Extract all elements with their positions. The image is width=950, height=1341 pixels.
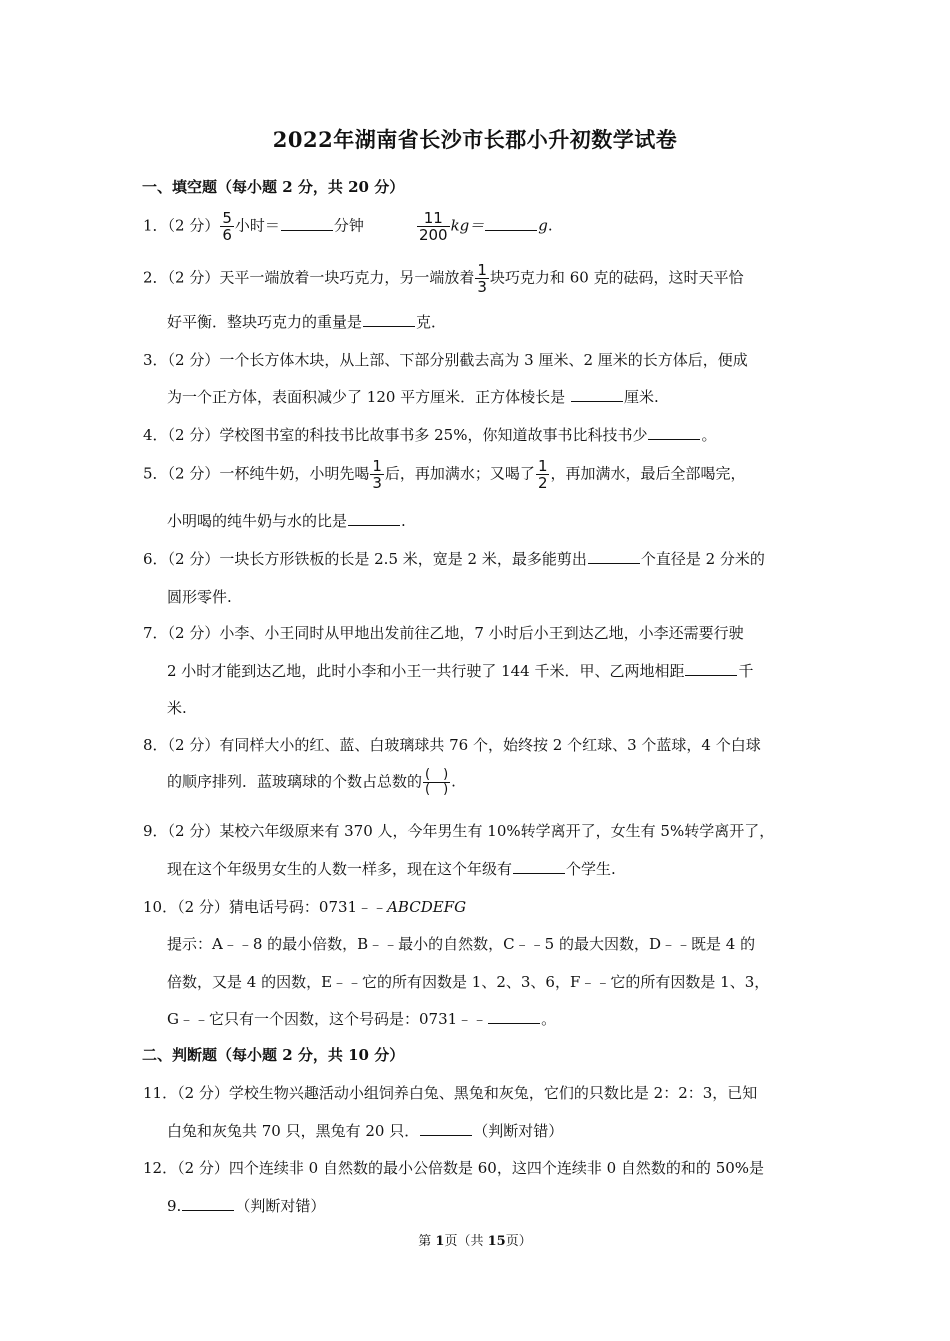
page-title: 2022年湖南省长沙市长郡小升初数学试卷: [272, 127, 678, 152]
question-12-cont: 9. （判断对错）: [167, 1197, 326, 1215]
answer-blank[interactable]: [281, 216, 333, 231]
question-10-hint-2: 倍数，又是 4 的因数，E﹣﹣它的所有因数是 1、2、3、6，F﹣﹣它的所有因数是 1、3，: [167, 973, 770, 991]
answer-blank[interactable]: [348, 511, 400, 526]
question-4: 4．（2 分）学校图书室的科技书比故事书多 25%，你知道故事书比科技书少 。: [143, 426, 717, 444]
question-9: 9．（2 分）某校六年级原来有 370 人，今年男生有 10%转学离开了，女生有 5%转学离开了，: [143, 822, 775, 840]
question-8: 8．（2 分）有同样大小的红、蓝、白玻璃球共 76 个，始终按 2 个红球、3 个蓝球，4 个白球: [143, 736, 761, 754]
section-judgement-heading: 二、判断题（每小题 2 分，共 10 分）: [142, 1046, 405, 1064]
answer-blank[interactable]: [513, 859, 565, 874]
question-7-cont: 2 小时才能到达乙地，此时小李和小王一共行驶了 144 千米．甲、乙两地相距 千: [167, 662, 754, 680]
fraction-blank[interactable]: $\frac{( )}{( )}$: [425, 767, 449, 797]
page-total: 15: [487, 1234, 506, 1249]
answer-blank[interactable]: [363, 312, 415, 327]
question-3: 3．（2 分）一个长方体木块，从上部、下部分别截去高为 3 厘米、2 厘米的长方体后，便成: [143, 351, 748, 369]
answer-blank[interactable]: [182, 1196, 234, 1211]
answer-blank[interactable]: [420, 1121, 472, 1136]
section-fill-blank-heading: 一、填空题（每小题 2 分，共 20 分）: [142, 178, 405, 196]
question-10: 10．（2 分）猜电话号码：0731﹣﹣ABCDEFG: [143, 898, 467, 916]
fraction-1-2: $\frac{1}{2}$: [537, 457, 548, 492]
question-7-cont2: 米.: [167, 699, 187, 717]
question-6-cont: 圆形零件.: [167, 588, 232, 606]
question-10-hint-3: G﹣﹣它只有一个因数，这个号码是：0731﹣﹣ 。: [167, 1010, 557, 1028]
fraction-1-3: $\frac{1}{3}$: [477, 261, 487, 296]
answer-blank[interactable]: [485, 216, 537, 231]
page-footer: 第 1页（共 15页）: [418, 1234, 532, 1249]
question-8-cont: 的顺序排列．蓝玻璃球的个数占总数的 $\frac{( )}{( )}$ .: [167, 767, 456, 797]
question-10-hint-1: 提示：A﹣﹣8 的最小倍数，B﹣﹣最小的自然数，C﹣﹣5 的最大因数，D﹣﹣既是 4 的: [167, 935, 756, 953]
answer-blank[interactable]: [588, 549, 640, 564]
answer-blank[interactable]: [648, 425, 700, 440]
question-11: 11．（2 分）学校生物兴趣活动小组饲养白兔、黑兔和灰兔，它们的只数比是 2：2：3，已知: [143, 1084, 758, 1102]
fraction-11-200: $\frac{11}{200}$: [418, 209, 448, 244]
question-6: 6．（2 分）一块长方形铁板的长是 2.5 米，宽是 2 米，最多能剪出 个直径是 2 分米的: [143, 550, 765, 568]
question-11-cont: 白兔和灰兔共 70 只，黑兔有 20 只． （判断对错）: [167, 1122, 564, 1140]
fraction-1-3: $\frac{1}{3}$: [372, 457, 382, 492]
question-2-cont: 好平衡．整块巧克力的重量是 克．: [167, 313, 447, 331]
question-7: 7．（2 分）小李、小王同时从甲地出发前往乙地，7 小时后小王到达乙地，小李还需要行驶: [143, 624, 744, 642]
question-5-cont: 小明喝的纯牛奶与水的比是 .: [167, 512, 406, 530]
answer-blank[interactable]: [685, 661, 737, 676]
page-number: 1: [435, 1234, 445, 1249]
question-3-cont: 为一个正方体，表面积减少了 120 平方厘米．正方体棱长是 厘米.: [167, 388, 659, 406]
fraction-5-6: $\frac{5}{6}$: [222, 209, 232, 244]
question-12: 12．（2 分）四个连续非 0 自然数的最小公倍数是 60，这四个连续非 0 自然数的和的 50%是: [143, 1159, 765, 1177]
question-1: 1．（2 分） $\frac{5}{6}$ 小时＝ 分钟 $\frac{11}{200}$ kg＝ g.: [143, 209, 553, 244]
question-5: 5．（2 分）一杯纯牛奶，小明先喝 $\frac{1}{3}$ 后，再加满水；又喝了 $\frac{1}{2}$ ，再加满水，最后全部喝完，: [143, 457, 746, 492]
question-2: 2．（2 分）天平一端放着一块巧克力，另一端放着 $\frac{1}{3}$ 块巧克力和 60 克的砝码，这时天平恰: [143, 261, 744, 296]
question-9-cont: 现在这个年级男女生的人数一样多，现在这个年级有 个学生.: [167, 860, 616, 878]
answer-blank[interactable]: [571, 387, 623, 402]
answer-blank[interactable]: [488, 1009, 540, 1024]
